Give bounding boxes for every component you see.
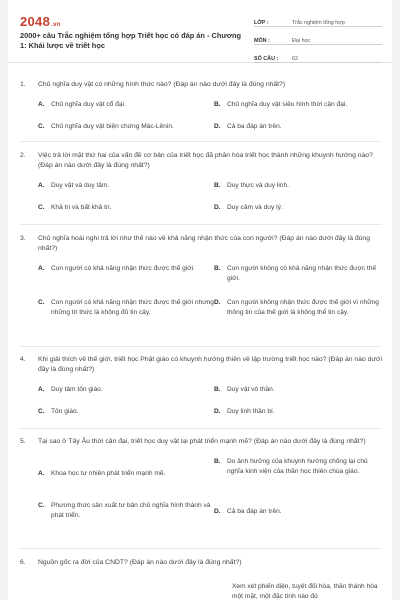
- divider: [20, 141, 382, 142]
- option-text: Cả ba đáp án trên.: [227, 508, 282, 515]
- question-text: Việc trả lời mặt thứ hai của vấn đề cơ bản của triết học đã phân hóa triết học thành những khuynh hướng nào? (Đáp án nào dưới đây là đúng nhất?): [38, 152, 373, 169]
- option-text: Duy tâm tôn giáo.: [51, 386, 103, 393]
- divider: [20, 548, 382, 549]
- options: [38, 578, 382, 600]
- document-meta: [254, 12, 382, 66]
- option-text: Phương thức sản xuất tư bản chủ nghĩa hình thành và phát triển.: [51, 502, 211, 519]
- option-letter: A.: [38, 101, 45, 108]
- question-2: [20, 151, 382, 217]
- option-letter: B.: [214, 386, 221, 393]
- option-letter: C.: [38, 123, 45, 130]
- option-text: Con người không có khả năng nhận thức được thế giới.: [227, 265, 377, 282]
- option-letter: A.: [38, 386, 45, 393]
- question-5: [20, 437, 382, 529]
- option-text: Tôn giáo.: [51, 408, 79, 415]
- question-4: [20, 355, 382, 421]
- option-letter: D.: [214, 123, 221, 130]
- option-letter: D.: [214, 204, 221, 211]
- logo-text: 2048: [20, 14, 51, 29]
- document-sheet: [8, 0, 392, 600]
- meta-row-count: [254, 48, 382, 63]
- option-b[interactable]: [232, 582, 382, 600]
- option-text: Khoa học tự nhiên phát triển mạnh mẽ.: [51, 470, 166, 477]
- question-text: Khi giải thích về thế giới, triết học Phật giáo có khuynh hướng thiên về lập trường triết học nào? (Đáp án nào dưới đây là đúng nhất?): [38, 356, 382, 373]
- option-d[interactable]: [214, 407, 382, 417]
- option-letter: B.: [214, 458, 221, 465]
- option-text: Chủ nghĩa duy vật cổ đại.: [51, 101, 126, 108]
- divider: [20, 224, 382, 225]
- meta-value: Đại học: [292, 38, 311, 44]
- question-text: Chủ nghĩa duy vật có những hình thức nào? (Đáp án nào dưới đây là đúng nhất?): [38, 81, 286, 88]
- divider: [20, 346, 382, 347]
- option-letter: D.: [214, 299, 221, 306]
- option-text: Chủ nghĩa duy vật biện chứng Mác-Lênin.: [51, 123, 174, 130]
- option-letter: B.: [214, 265, 221, 272]
- option-text: Con người có khả năng nhận thức được thế giới nhưng những tri thức là không đủ tin cậy.: [51, 299, 214, 316]
- options: [38, 264, 382, 348]
- options: [38, 457, 382, 529]
- option-text: Con người không nhận thức được thế giới vì những thông tin của thế giới là không thể tin cậy.: [227, 299, 379, 316]
- question-text: Tại sao ở Tây Âu thời cận đại, triết học duy vật lại phát triển mạnh mẽ? (Đáp án nào dưới đây là đúng nhất?): [38, 438, 366, 445]
- question-number: 1.: [20, 81, 26, 88]
- meta-row-class: [254, 12, 382, 27]
- option-text: Chủ nghĩa duy vật siêu hình thời cận đại.: [227, 101, 348, 108]
- option-text: Duy cảm và duy lý.: [227, 204, 283, 211]
- option-d[interactable]: [214, 203, 382, 213]
- option-a[interactable]: [38, 181, 216, 191]
- logo-suffix: .vn: [51, 22, 61, 28]
- option-letter: C.: [38, 408, 45, 415]
- option-text: Duy thực và duy linh.: [227, 182, 289, 189]
- option-d[interactable]: [214, 507, 382, 517]
- option-text: Con người có khả năng nhận thức được thế giới.: [51, 265, 195, 272]
- option-letter: B.: [214, 182, 221, 189]
- option-c[interactable]: [38, 501, 216, 521]
- option-letter: B.: [214, 101, 221, 108]
- option-letter: D.: [214, 508, 221, 515]
- option-a[interactable]: [38, 264, 216, 274]
- option-b[interactable]: [214, 264, 382, 284]
- option-letter: A.: [38, 470, 45, 477]
- question-number: 6.: [20, 559, 26, 566]
- question-number: 3.: [20, 235, 26, 242]
- meta-label: MÔN :: [254, 38, 270, 44]
- options: [38, 100, 382, 136]
- option-d[interactable]: [214, 298, 382, 318]
- option-c[interactable]: [38, 122, 216, 132]
- option-a[interactable]: [38, 385, 216, 395]
- option-letter: A.: [38, 182, 45, 189]
- divider: [20, 428, 382, 429]
- meta-label: SỐ CÂU :: [254, 56, 279, 62]
- option-c[interactable]: [38, 407, 216, 417]
- option-letter: C.: [38, 204, 45, 211]
- option-text: Duy vật và duy tâm.: [51, 182, 110, 189]
- option-c[interactable]: [38, 298, 216, 318]
- question-6: [20, 558, 382, 600]
- meta-label: LỚP :: [254, 20, 269, 26]
- question-text: Chủ nghĩa hoài nghi trả lời như thế nào về khả năng nhận thức của con người? (Đáp án nào dưới đây là đúng nhất?): [38, 235, 370, 252]
- option-letter: C.: [38, 299, 45, 306]
- option-a[interactable]: [38, 469, 216, 479]
- option-letter: D.: [214, 408, 221, 415]
- option-b[interactable]: [214, 385, 382, 395]
- question-number: 4.: [20, 356, 26, 363]
- option-d[interactable]: [214, 122, 382, 132]
- document-header: [8, 0, 392, 63]
- option-c[interactable]: [38, 203, 216, 213]
- question-1: [20, 80, 382, 136]
- option-text: Duy linh thần bí.: [227, 408, 275, 415]
- option-letter: C.: [38, 502, 45, 509]
- meta-value: Trắc nghiệm tổng hợp: [292, 20, 345, 26]
- question-text: Nguồn gốc ra đời của CNDT? (Đáp án nào dưới đây là đúng nhất?): [38, 559, 242, 566]
- question-3: [20, 234, 382, 348]
- meta-row-subject: [254, 30, 382, 45]
- option-b[interactable]: [214, 457, 382, 477]
- options: [38, 385, 382, 421]
- option-text: Do ảnh hưởng của khuynh hướng chống lại chủ nghĩa kinh viện của thần học thiên chúa giáo.: [227, 458, 368, 475]
- option-b[interactable]: [214, 181, 382, 191]
- option-text: Duy vật vô thần.: [227, 386, 275, 393]
- question-number: 2.: [20, 152, 26, 159]
- site-logo[interactable]: [20, 14, 61, 29]
- option-text: Cả ba đáp án trên.: [227, 123, 282, 130]
- option-letter: A.: [38, 265, 45, 272]
- option-a[interactable]: [38, 100, 216, 110]
- option-text: Khả tri và bất khả tri.: [51, 204, 112, 211]
- meta-value: 62: [292, 56, 298, 62]
- document-title: 2000+ câu Trắc nghiệm tổng hợp Triết học có đáp án - Chương 1: Khái lược về triết học: [20, 31, 241, 50]
- question-number: 5.: [20, 438, 26, 445]
- options: [38, 181, 382, 217]
- option-text: Xem xét phiến diện, tuyệt đối hóa, thần thánh hóa một mặt, một đặc tính nào đó: [232, 583, 378, 600]
- option-b[interactable]: [214, 100, 382, 110]
